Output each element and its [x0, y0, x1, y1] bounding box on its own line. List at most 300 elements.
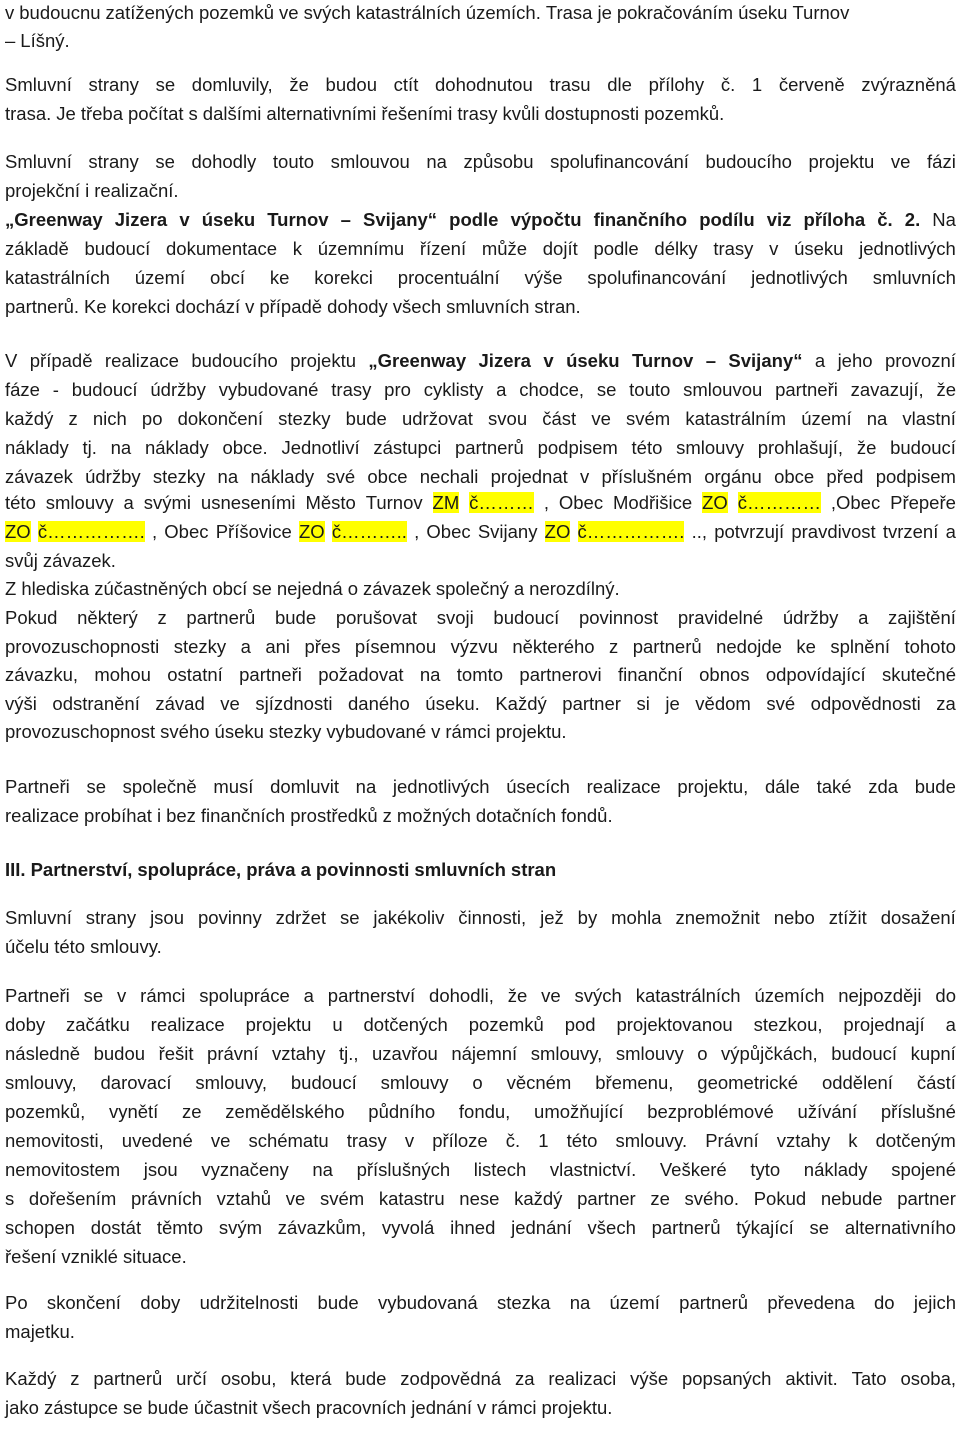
- word: smluvních: [872, 267, 956, 288]
- text-line: [5, 803, 956, 830]
- word: se: [252, 578, 272, 599]
- word: úseku: [738, 2, 788, 23]
- word: jednotlivých: [392, 776, 490, 797]
- word: partneři: [775, 379, 838, 400]
- word: partnerů: [651, 1217, 721, 1238]
- word: ani: [265, 636, 291, 657]
- word: obce.: [222, 437, 268, 458]
- word: některého: [512, 636, 595, 657]
- word: znemožnit: [675, 907, 760, 928]
- word: která: [290, 1368, 332, 1389]
- word: zástupci: [373, 437, 442, 458]
- word: zemědělského: [225, 1101, 345, 1122]
- word: pravdivost: [791, 521, 876, 542]
- word: se: [83, 985, 104, 1006]
- word: -: [52, 379, 59, 400]
- word: spolupráce,: [137, 859, 242, 880]
- word: budoucího: [191, 350, 278, 371]
- word: úseku: [566, 350, 620, 371]
- word: délky: [654, 238, 698, 259]
- word: nebo: [773, 907, 815, 928]
- word: Právní: [705, 1130, 759, 1151]
- text-line: [5, 634, 956, 661]
- word: svým: [218, 1217, 263, 1238]
- word: se: [86, 776, 106, 797]
- word: na: [355, 776, 377, 797]
- word: finančního: [593, 209, 688, 230]
- text-line: [5, 1290, 956, 1317]
- word: příslušné: [880, 1101, 956, 1122]
- word: smlouvy.: [90, 936, 162, 957]
- word: že: [856, 437, 877, 458]
- word: orgánu: [704, 466, 762, 487]
- word: projekční: [5, 180, 81, 201]
- word: stezky: [278, 408, 331, 429]
- word: a: [513, 578, 525, 599]
- word: do: [935, 985, 956, 1006]
- word: Jednotliví: [281, 437, 360, 458]
- word: katastrálních: [635, 985, 741, 1006]
- highlighted-field: ZO: [5, 521, 31, 542]
- word: o: [472, 1072, 483, 1093]
- word: partnerů: [93, 1368, 163, 1389]
- word: tyto: [750, 1159, 781, 1180]
- word: budoucí: [84, 238, 151, 259]
- word: vlastní: [902, 408, 956, 429]
- word: ostatní: [167, 664, 223, 685]
- word: Jizera: [478, 350, 531, 371]
- word: Město: [305, 492, 356, 513]
- word: z: [609, 636, 619, 657]
- word: že: [936, 379, 956, 400]
- word: umožňující: [534, 1101, 624, 1122]
- word: a: [945, 521, 956, 542]
- word: korekci: [314, 267, 373, 288]
- word: účelu: [5, 936, 50, 957]
- word: jednotlivých: [859, 238, 956, 259]
- word: vyvolá: [381, 1217, 435, 1238]
- word: v: [179, 209, 190, 230]
- word: obce: [367, 466, 408, 487]
- word: vybudované: [218, 379, 319, 400]
- word: se: [809, 1217, 830, 1238]
- word: svého.: [684, 1188, 740, 1209]
- word: musí: [213, 776, 254, 797]
- word: ,Obec: [830, 492, 881, 513]
- word: ,: [543, 492, 549, 513]
- word: náklady: [144, 437, 209, 458]
- word: porušovat: [335, 607, 418, 628]
- word: trasy: [346, 1130, 387, 1151]
- word: partnerství: [327, 985, 416, 1006]
- word: č.: [877, 209, 893, 230]
- word: před: [826, 466, 864, 487]
- word: schématu: [248, 1130, 329, 1151]
- word: –: [705, 350, 716, 371]
- word: alternativního: [844, 1217, 956, 1238]
- word: stezky: [268, 721, 322, 742]
- word: Smluvní: [5, 74, 72, 95]
- word: doby: [5, 1014, 46, 1035]
- word: dojít: [542, 238, 578, 259]
- word: probíhat: [84, 805, 152, 826]
- word: smlouvy: [45, 492, 114, 513]
- word: kupní: [910, 1043, 956, 1064]
- word: spolufinancování: [587, 267, 727, 288]
- word: ctít: [393, 74, 419, 95]
- word: Po: [5, 1292, 28, 1313]
- word: partnerů: [679, 1292, 749, 1313]
- word: prostředků: [290, 805, 378, 826]
- word: příloze: [432, 1130, 488, 1151]
- word: trasy: [331, 379, 372, 400]
- text-line: [5, 1041, 956, 1068]
- word: odstranění: [52, 693, 140, 714]
- word: nich: [92, 408, 127, 429]
- word: obnos: [699, 664, 750, 685]
- word: společný: [435, 578, 509, 599]
- word: územnímu: [317, 238, 405, 259]
- word: svých: [574, 985, 622, 1006]
- word: Smluvní: [5, 907, 72, 928]
- word: podpisem: [537, 437, 618, 458]
- word: v: [543, 350, 554, 371]
- word: strany: [85, 907, 137, 928]
- word: potvrzují: [714, 521, 785, 542]
- word: že: [289, 74, 309, 95]
- word: do: [874, 1292, 895, 1313]
- word: osoba,: [900, 1368, 956, 1389]
- word: Pokud: [5, 607, 58, 628]
- word: mohla: [611, 907, 662, 928]
- word: 1: [538, 1130, 549, 1151]
- word: touto: [272, 151, 315, 172]
- word: ,: [414, 521, 420, 542]
- word: realizace: [104, 350, 179, 371]
- word: Modřišice: [613, 492, 693, 513]
- word: fázi: [927, 151, 956, 172]
- text-line: [5, 435, 956, 462]
- text-line: [5, 905, 956, 932]
- word: ve: [890, 151, 911, 172]
- word: pracovních: [315, 1397, 407, 1418]
- word: projednat: [490, 466, 568, 487]
- word: projektu,: [677, 776, 749, 797]
- word: může: [481, 238, 528, 259]
- word: schopen: [5, 1217, 75, 1238]
- word: přes: [304, 636, 341, 657]
- word: smlouvy,: [5, 1072, 77, 1093]
- word: k: [848, 1130, 858, 1151]
- word: nájemní: [451, 1043, 518, 1064]
- word: této: [5, 492, 36, 513]
- word: smluvních: [414, 859, 506, 880]
- word: smlouvy,: [195, 1072, 267, 1093]
- word: Svijany: [477, 521, 538, 542]
- word: uzavřou: [372, 1043, 438, 1064]
- word: své: [326, 466, 356, 487]
- text-line: [5, 178, 956, 205]
- word: a: [945, 1014, 956, 1035]
- word: udržitelnosti: [199, 1292, 299, 1313]
- word: výše: [630, 1368, 669, 1389]
- word: nedojde: [716, 636, 782, 657]
- word: ze: [650, 1188, 670, 1209]
- word: příloha: [803, 209, 866, 230]
- word: smlouvy: [615, 1043, 684, 1064]
- word: za: [936, 693, 956, 714]
- word: území: [801, 408, 852, 429]
- word: mohou: [94, 664, 151, 685]
- word: č.: [720, 74, 736, 95]
- text-line: [5, 0, 956, 27]
- highlighted-field: ZO: [702, 492, 728, 513]
- word: projektu: [290, 350, 357, 371]
- text-line: [5, 1319, 956, 1346]
- text-line: [5, 774, 956, 801]
- word: všech: [262, 1397, 311, 1418]
- word: povinnosti: [315, 859, 410, 880]
- word: podle: [449, 209, 499, 230]
- word: pozemků,: [5, 1101, 86, 1122]
- word: Turnov: [365, 492, 423, 513]
- word: Svijany“: [728, 350, 803, 371]
- word: možných: [396, 805, 471, 826]
- word: Turnov: [631, 350, 694, 371]
- word: projektu: [245, 1014, 312, 1035]
- word: závazek: [362, 578, 431, 599]
- text-line: [5, 662, 956, 689]
- word: podle: [593, 238, 639, 259]
- word: Obec: [558, 492, 604, 513]
- word: bez: [166, 805, 196, 826]
- text-line: [5, 1366, 956, 1393]
- word: týkající: [736, 1217, 794, 1238]
- word: svoji: [436, 607, 474, 628]
- word: bezproblémové: [647, 1101, 774, 1122]
- word: vybudované: [326, 721, 427, 742]
- word: i: [85, 180, 90, 201]
- word: katastrálním: [685, 408, 787, 429]
- text-line: [5, 983, 956, 1010]
- text-line: [5, 1395, 956, 1422]
- word: závazek: [5, 466, 73, 487]
- word: v: [580, 466, 590, 487]
- word: Líšný.: [20, 30, 70, 51]
- word: ve: [541, 985, 561, 1006]
- word: trasu: [549, 74, 591, 95]
- word: tomto: [456, 664, 504, 685]
- word: odpovídající: [765, 664, 866, 685]
- word: ve: [220, 693, 240, 714]
- word: projednají: [843, 1014, 925, 1035]
- word: fondů.: [561, 805, 613, 826]
- word: svými: [143, 492, 192, 513]
- word: Obec: [164, 521, 209, 542]
- word: závazkům,: [277, 1217, 367, 1238]
- text-line: [5, 1157, 956, 1184]
- word: řešit: [158, 1043, 194, 1064]
- text-line: [5, 1099, 956, 1126]
- word: územích.: [465, 2, 541, 23]
- word: V: [5, 350, 18, 371]
- word: některý: [77, 607, 138, 628]
- word: určí: [176, 1368, 207, 1389]
- word: udržovat: [401, 408, 473, 429]
- word: by: [577, 907, 598, 928]
- word: fondu,: [458, 1101, 511, 1122]
- word: dohody: [327, 296, 388, 317]
- word: na: [110, 437, 132, 458]
- word: v: [769, 238, 779, 259]
- word: bude: [274, 607, 317, 628]
- word: pro: [384, 379, 411, 400]
- word: stezkou,: [753, 1014, 823, 1035]
- word: partneři: [239, 664, 302, 685]
- word: náklady: [803, 1159, 868, 1180]
- word: příslušných: [356, 1159, 451, 1180]
- word: řešení: [5, 1246, 57, 1267]
- word: závazek.: [42, 550, 116, 571]
- word: bude: [345, 408, 387, 429]
- word: jsou: [150, 907, 185, 928]
- word: půdního: [368, 1101, 436, 1122]
- word: partner: [577, 1188, 636, 1209]
- word: uvedené: [121, 1130, 193, 1151]
- text-line: [5, 236, 956, 263]
- word: nebude: [820, 1188, 883, 1209]
- word: smluvních: [446, 296, 530, 317]
- word: budoucí: [493, 607, 560, 628]
- word: si: [636, 693, 650, 714]
- word: nese: [459, 1188, 500, 1209]
- word: splnění: [830, 636, 890, 657]
- word: způsobu: [463, 151, 534, 172]
- word: závad: [155, 693, 205, 714]
- word: o: [347, 578, 358, 599]
- word: těmto: [156, 1217, 204, 1238]
- word: činnosti,: [458, 907, 527, 928]
- word: vynětí: [108, 1101, 159, 1122]
- word: zajištění: [888, 607, 956, 628]
- word: skončení: [46, 1292, 121, 1313]
- word: č.: [505, 1130, 521, 1151]
- word: částí: [916, 1072, 956, 1093]
- word: Pokud: [753, 1188, 807, 1209]
- text-line: [5, 464, 956, 491]
- text-line: [5, 1070, 956, 1097]
- section-heading: [5, 857, 956, 884]
- word: Trasa: [545, 2, 593, 23]
- word: povinnost: [578, 607, 659, 628]
- word: partnerů: [454, 437, 524, 458]
- word: dotčených: [363, 1014, 448, 1035]
- text-line: [5, 691, 956, 718]
- word: procentuální: [397, 267, 500, 288]
- word: na: [569, 1292, 591, 1313]
- text-line: [5, 149, 956, 176]
- word: vlastnictví.: [549, 1159, 637, 1180]
- word: tvrzení: [882, 521, 939, 542]
- word: svou: [488, 408, 528, 429]
- word: vztahy: [271, 1043, 326, 1064]
- word: převedena: [767, 1292, 855, 1313]
- highlighted-field: č………: [469, 492, 534, 513]
- word: zdržet: [275, 907, 327, 928]
- word: ,: [151, 521, 158, 542]
- word: náklady: [5, 437, 69, 458]
- word: dokončení: [177, 408, 263, 429]
- word: na: [312, 1159, 333, 1180]
- word: každý: [514, 1188, 563, 1209]
- word: „Greenway: [368, 350, 467, 371]
- highlighted-field: ZO: [298, 521, 325, 542]
- word: finančních: [200, 805, 286, 826]
- word: případě: [29, 350, 93, 371]
- word: u: [332, 1014, 343, 1035]
- word: svých: [303, 2, 351, 23]
- word: tohoto: [904, 636, 956, 657]
- word: geometrické: [697, 1072, 799, 1093]
- word: smlouvy: [676, 437, 744, 458]
- word: z: [70, 1368, 80, 1389]
- word: jako: [5, 1397, 39, 1418]
- word: pravidelné: [677, 607, 764, 628]
- word: společně: [122, 776, 197, 797]
- word: úseku: [794, 238, 844, 259]
- text-line: [5, 1244, 956, 1271]
- highlighted-field: č………..: [331, 521, 407, 542]
- word: viz: [766, 209, 792, 230]
- word: jejich: [913, 1292, 956, 1313]
- word: budoucnu: [19, 2, 101, 23]
- word: 1: [751, 74, 763, 95]
- word: smlouvou: [330, 151, 410, 172]
- text-line: [5, 348, 956, 375]
- word: se: [339, 907, 360, 928]
- word: náklady: [250, 466, 315, 487]
- word: jednání: [511, 1217, 572, 1238]
- text-line: [5, 576, 956, 603]
- word: řízení: [419, 238, 467, 259]
- text-line: [5, 519, 956, 546]
- word: na: [217, 466, 239, 487]
- word: zúčastněných: [94, 578, 208, 599]
- word: odpovědnosti: [810, 693, 921, 714]
- text-line: [5, 548, 956, 575]
- word: stezky: [173, 636, 227, 657]
- word: s: [188, 103, 198, 124]
- word: pozemků.: [644, 103, 725, 124]
- word: smlouvy,: [530, 1043, 603, 1064]
- word: dle: [607, 74, 632, 95]
- text-line: [5, 72, 956, 99]
- word: –: [5, 30, 16, 51]
- word: podpisem: [875, 466, 956, 487]
- word: v: [245, 296, 255, 317]
- word: zavazují,: [850, 379, 924, 400]
- word: provozuschopnosti: [5, 636, 160, 657]
- word: tj.,: [338, 1043, 359, 1064]
- word: Smluvní: [5, 151, 72, 172]
- word: listech: [473, 1159, 527, 1180]
- word: doby: [140, 1292, 181, 1313]
- word: a: [240, 636, 251, 657]
- highlighted-field: ZO: [544, 521, 571, 542]
- word: území: [609, 1292, 660, 1313]
- word: zda: [868, 776, 899, 797]
- word: a: [300, 859, 311, 880]
